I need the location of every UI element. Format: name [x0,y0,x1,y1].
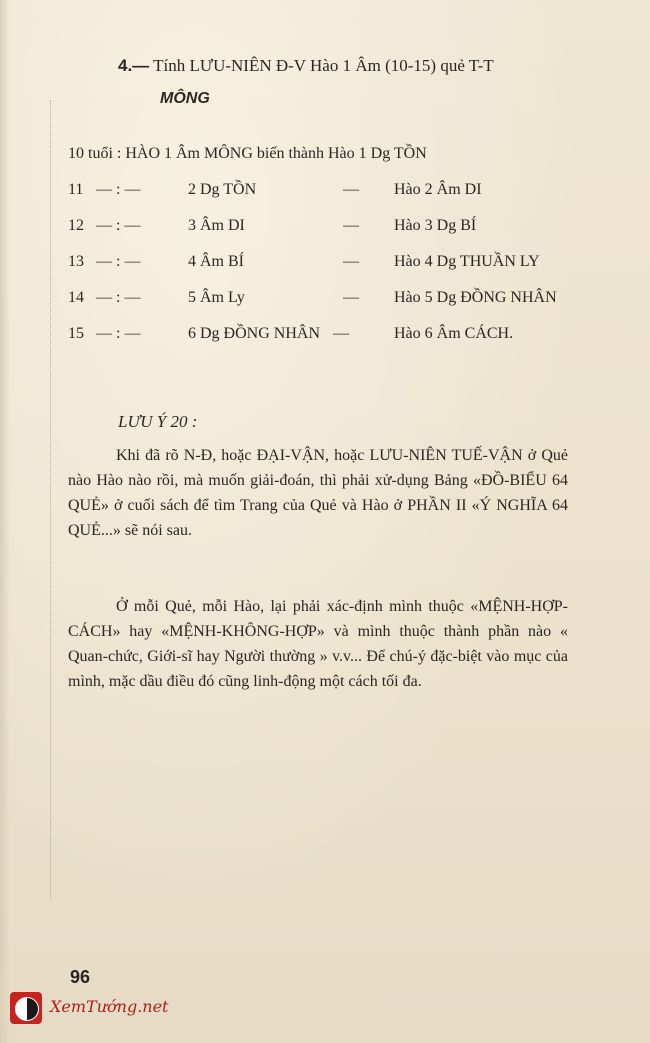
row-to: Hào 6 Âm CÁCH. [394,325,514,342]
yin-yang-icon [10,992,42,1024]
section-title: Tính LƯU-NIÊN Đ-V Hào 1 Âm (10-15) quẻ T-T [153,56,494,75]
section-number: 4.— [118,56,150,75]
section-title-continuation: MÔNG [160,90,210,107]
row-age: 12 [68,217,84,234]
paragraph-text: Khi đã rõ N-Đ, hoặc ĐẠI-VẬN, hoặc LƯU-NIÊN TUẾ-VẬN ở Quẻ nào Hào nào rồi, mà muốn giải-đoán, thì phải xử-dụng Bảng «ĐỒ-BIỂU 64 QUẺ» ở cuối sách để tìm Trang của Quẻ và Hào ở PHẦN II «Ý NGHĨA 64 QUẺ...» sẽ nói sau. [68,447,568,539]
page-number: 96 [70,967,91,987]
note-paragraph-1 [68,443,568,543]
row-dash: — [333,325,349,342]
note-paragraph-2 [68,594,568,694]
row-dash: — [343,181,359,198]
row-ditto: — : — [96,181,141,198]
paragraph-text: Ở mỗi Quẻ, mỗi Hào, lại phải xác-định mình thuộc «MỆNH-HỢP-CÁCH» hay «MỆNH-KHÔNG-HỢP» và mình thuộc thành phần nào « Quan-chức, Giới-sĩ hay Người thường » v.v... Để chú-ý đặc-biệt vào mục của mình, mặc dầu điều đó cũng linh-động một cách tối đa. [68,598,568,690]
row-to: Hào 5 Dg ĐỒNG NHÂN [394,289,557,306]
watermark-logo [10,992,180,1026]
row-to: Hào 4 Dg THUẦN LY [394,253,540,270]
row-to: Hào 2 Âm DI [394,181,482,198]
row-ditto: — : — [96,289,141,306]
row-from: 3 Âm DI [188,217,245,234]
note-title: LƯU Ý 20 : [118,412,198,431]
section-heading [118,56,494,76]
row-from: 5 Âm Ly [188,289,245,306]
row-age: 11 [68,181,84,198]
row-ditto: — : — [96,325,141,342]
row-from: 2 Dg TỒN [188,181,257,198]
row-ditto: — : — [96,253,141,270]
row-dash: — [343,289,359,306]
row-ditto: — : — [96,217,141,234]
row-dash: — [343,217,359,234]
row-age: 14 [68,289,84,306]
watermark-text: XemTướng.net [50,997,169,1016]
row-from: 4 Âm BÍ [188,253,244,270]
row-age: 15 [68,325,84,342]
row-dash: — [343,253,359,270]
row-age: 13 [68,253,84,270]
yin-yang-symbol [15,997,39,1021]
row-to: Hào 3 Dg BÍ [394,217,477,234]
row-text: 10 tuổi : HÀO 1 Âm MÔNG biến thành Hào 1 Dg TỒN [68,145,427,162]
page-edge-shadow [0,0,10,1043]
row-from: 6 Dg ĐỒNG NHÂN [188,325,320,342]
margin-mark [50,100,52,900]
